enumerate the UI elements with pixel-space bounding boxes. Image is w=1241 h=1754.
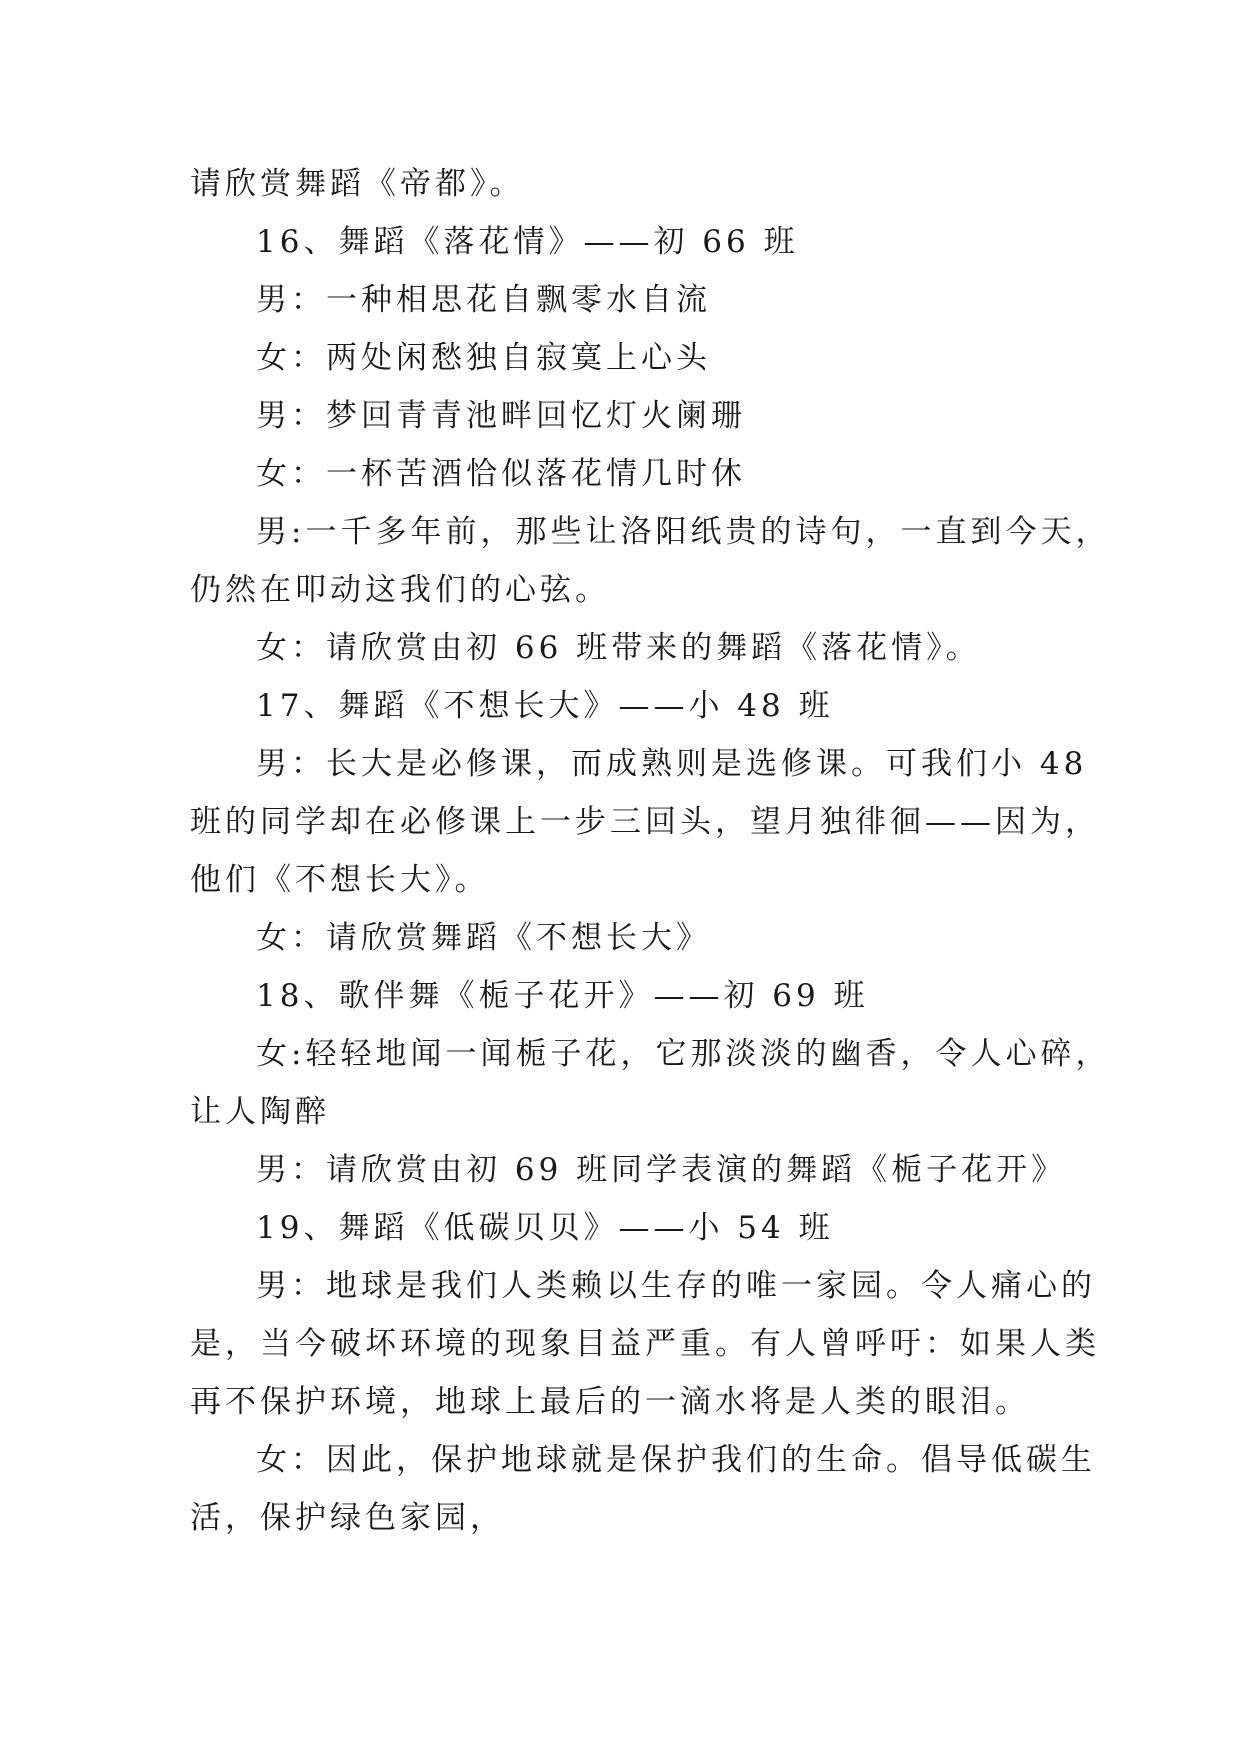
text-line: 男：梦回青青池畔回忆灯火阑珊 <box>256 398 746 434</box>
text-line: 16、舞蹈《落花情》——初 66 班 <box>256 224 799 260</box>
text-line: 班的同学却在必修课上一步三回头，望月独徘徊——因为， <box>190 804 1100 840</box>
text-line: 女:轻轻地闻一闻栀子花，它那淡淡的幽香，令人心碎， <box>256 1036 1111 1072</box>
text-line: 再不保护环境，地球上最后的一滴水将是人类的眼泪。 <box>190 1384 1030 1420</box>
text-line: 18、歌伴舞《栀子花开》——初 69 班 <box>256 978 869 1014</box>
text-line: 女：一杯苦酒恰似落花情几时休 <box>256 456 746 492</box>
text-line: 仍然在叩动这我们的心弦。 <box>190 572 610 608</box>
text-line: 17、舞蹈《不想长大》——小 48 班 <box>256 688 834 724</box>
text-line: 活，保护绿色家园， <box>190 1500 505 1536</box>
text-line: 男:一千多年前，那些让洛阳纸贵的诗句，一直到今天， <box>256 514 1111 550</box>
text-line: 女：请欣赏舞蹈《不想长大》 <box>256 920 711 956</box>
text-line: 让人陶醉 <box>190 1094 330 1130</box>
document-body <box>190 155 1111 1547</box>
text-line: 男：地球是我们人类赖以生存的唯一家园。令人痛心的 <box>256 1268 1096 1304</box>
text-line: 女：请欣赏由初 66 班带来的舞蹈《落花情》。 <box>256 630 981 666</box>
text-line: 请欣赏舞蹈《帝都》。 <box>190 166 525 202</box>
text-line: 男：请欣赏由初 69 班同学表演的舞蹈《栀子花开》 <box>256 1152 1067 1188</box>
text-line: 男：一种相思花自飘零水自流 <box>256 282 711 318</box>
text-line: 男：长大是必修课，而成熟则是选修课。可我们小 48 <box>256 746 1088 782</box>
text-line: 是，当今破坏环境的现象目益严重。有人曾呼吁：如果人类 <box>190 1326 1100 1362</box>
text-line: 19、舞蹈《低碳贝贝》——小 54 班 <box>256 1210 834 1246</box>
text-line: 女：两处闲愁独自寂寞上心头 <box>256 340 711 376</box>
text-line: 女：因此，保护地球就是保护我们的生命。倡导低碳生 <box>256 1442 1096 1478</box>
text-line: 他们《不想长大》。 <box>190 862 490 898</box>
